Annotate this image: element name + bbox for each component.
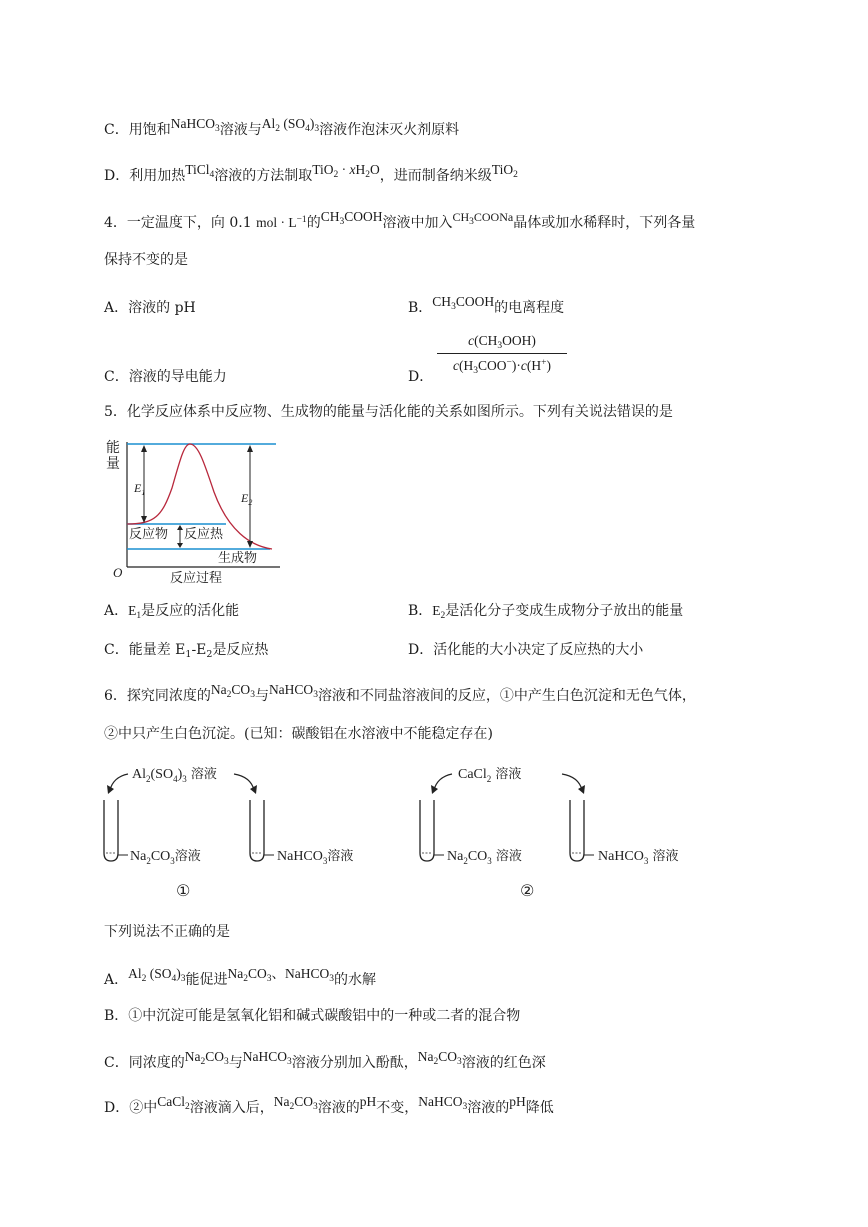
option-5a [104,601,239,621]
option-letter: D． [408,642,434,658]
arrowhead [177,525,183,530]
option-letter: D． [104,168,130,184]
option-text: 溶液与 [219,122,262,138]
group-1-label: ① [176,881,191,900]
option-text: 能量差 E [128,642,186,658]
e1-label: $E_1$ [134,481,146,497]
formula-tio2: TiO$_2$ [491,162,518,180]
option-3d [104,162,518,186]
option-letter: A． [104,603,129,619]
option-text: 溶液的 [317,1100,360,1116]
arrowhead [247,445,253,452]
option-text: ①中沉淀可能是氢氧化铝和碱式碳酸铝中的一种或二者的混合物 [128,1008,521,1024]
energy-diagram [100,430,290,590]
option-text: 同浓度的 [128,1055,185,1071]
option-text: 能促进 [185,972,228,988]
reactant-label: 反应物 [129,527,169,542]
option-text: 不变， [376,1100,419,1116]
option-text: 溶液分别加入酚酞， [291,1055,418,1071]
arrow-left-2 [434,774,452,790]
stem-text: 6．探究同浓度的 [104,688,211,704]
arrow-left-1 [110,774,128,790]
option-text: 溶液的 pH [128,300,196,316]
arrowhead [431,785,438,794]
option-text: 是反应热 [212,642,269,658]
formula-na2co3: $Na_2CO_3$ [273,1094,318,1112]
formula-al2so43: $Al_2$ $(SO_4)_3$ [261,116,320,134]
option-4c [104,367,227,387]
y-axis-label: 量 [106,456,120,472]
formula-nahco3: NaHCO$_3$ [242,1049,292,1067]
option-letter: B． [104,1008,129,1024]
option-text: -E [191,642,207,658]
option-text: ，进而制备纳米级 [379,168,492,184]
formula-na2co3: $Na_2CO_3$ [210,682,255,700]
test-tube [104,800,118,861]
option-4b [408,294,565,318]
question-5-stem: 5．化学反应体系中反应物、生成物的能量与活化能的关系如图所示。下列有关说法错误的是 [104,404,673,420]
option-4a [104,298,196,318]
option-text: 的水解 [334,972,377,988]
option-text: 用饱和 [128,122,171,138]
option-text: 降低 [525,1100,554,1116]
formula-al2so43: $Al_2$ $(SO_4)_3$ [128,966,186,984]
e2-label: $E_2$ [241,491,253,507]
option-6c [104,1049,546,1073]
formula-nahco3: NaHCO$_3$ [170,116,220,134]
stem-text: 的 [306,215,321,231]
option-6a [104,966,377,990]
option-text: 活化能的大小决定了反应热的大小 [433,642,644,658]
y-axis-label: 能 [106,440,120,456]
arrowhead [177,543,183,548]
test-tube [570,800,584,861]
test-tube [250,800,264,861]
arrowhead [247,541,253,548]
option-letter: C． [104,122,129,138]
option-letter: B． [408,300,433,316]
option-letter: A． [104,300,129,316]
option-text: 是反应的活化能 [141,603,240,619]
product-label: 生成物 [218,551,258,566]
stem-text: 与 [254,688,269,704]
symbol-ph: pH [509,1094,526,1109]
option-text: 溶液的红色深 [461,1055,546,1071]
formula-ch3coona: $CH_3COONa$ [452,210,514,227]
heat-label: 反应热 [184,527,224,542]
option-4d [408,367,433,387]
tube-label: $Na_2CO_3$溶液 [130,849,201,866]
arrowhead [107,785,114,794]
fraction-bar [437,353,567,354]
option-text: 溶液滴入后， [189,1100,274,1116]
arrowhead [578,785,585,794]
option-letter: C． [104,369,129,385]
option-text: 与 [228,1055,243,1071]
x-axis-label: 反应过程 [170,571,223,586]
formula-na2co3: $Na_2CO_3$ [417,1049,462,1067]
formula-na2co3-nahco3: $Na_2CO_3$、NaHCO$_3$ [227,966,335,984]
tube-label: NaHCO$_3$ 溶液 [598,849,679,866]
option-letter: B． [408,603,433,619]
option-text: 是活化分子变成生成物分子放出的能量 [445,603,684,619]
formula-cacl2: CaCl$_2$ [157,1094,190,1112]
option-5c: C．能量差 $E_1-E_2$是反应热 [104,642,269,660]
symbol-ph: pH [359,1094,377,1109]
option-3c [104,116,460,140]
stem-text: 晶体或加水稀释时，下列各量 [513,215,696,231]
question-6-stem-2: ②中只产生白色沉淀。(已知：碳酸铝在水溶液中不能稳定存在) [104,726,493,742]
option-text: 溶液的方法制取 [214,168,313,184]
option-6d [104,1094,554,1118]
arrow-right-1 [234,774,254,790]
test-tube [420,800,434,861]
group-2-label: ② [520,881,535,900]
option-letter: D． [104,1100,130,1116]
option-text: 的电离程度 [494,300,565,316]
option-5d [408,640,643,660]
option-text: 溶液的导电能力 [128,369,227,385]
stem-text: 溶液中加入 [382,215,453,231]
stem-text: 4．一定温度下，向 0.1 [104,215,252,231]
option-text: 利用加热 [129,168,186,184]
fraction-numerator: $c(CH_3OOH)$ [468,333,536,351]
question-6-stem [104,682,696,706]
fraction-denominator: $c(H_3COO^-)\cdot c(H^+)$ [453,358,551,376]
option-letter: A． [104,972,129,988]
tube-label: $Na_2CO_3$ 溶液 [447,849,522,866]
question-4-stem [104,209,696,233]
option-letter: C． [104,1055,129,1071]
fraction-expression [437,332,567,375]
stem-text: 溶液和不同盐溶液间的反应，①中产生白色沉淀和无色气体， [317,688,696,704]
question-4-stem-2: 保持不变的是 [104,252,188,268]
reagent-2-label: CaCl$_2$ 溶液 [458,767,522,784]
formula-nahco3: NaHCO$_3$ [418,1094,468,1112]
reagent-1-label: $Al_2(SO_4)_3$ 溶液 [132,767,217,784]
arrowhead [250,785,257,794]
option-letter: D． [408,369,434,385]
experiment-diagram [100,758,720,903]
tube-label: NaHCO$_3$溶液 [277,849,354,866]
symbol-e1: $E_1$ [128,603,142,621]
question-6-prompt: 下列说法不正确的是 [104,924,230,940]
formula-nahco3: NaHCO$_3$ [268,682,318,700]
formula-tio2-xh2o: $TiO_2 \cdot xH_2O$ [312,162,380,180]
option-5b [408,601,683,621]
option-text: 溶液的 [467,1100,510,1116]
option-6b [104,1006,520,1026]
arrowhead [141,445,147,452]
symbol-e2: $E_2$ [432,603,446,621]
formula-ticl4: TiCl$_4$ [185,162,215,180]
origin-label: O [113,565,123,580]
formula-ch3cooh: $CH_3COOH$ [320,209,383,227]
option-letter: C． [104,642,129,658]
option-text: ②中 [129,1100,158,1116]
arrow-right-2 [562,774,582,790]
unit-mol-per-l: mol · $L^{-1}$ [256,215,307,230]
formula-na2co3: $Na_2CO_3$ [184,1049,229,1067]
option-text: 溶液作泡沫灭火剂原料 [319,122,460,138]
formula-ch3cooh: $CH_3COOH$ [432,294,495,312]
